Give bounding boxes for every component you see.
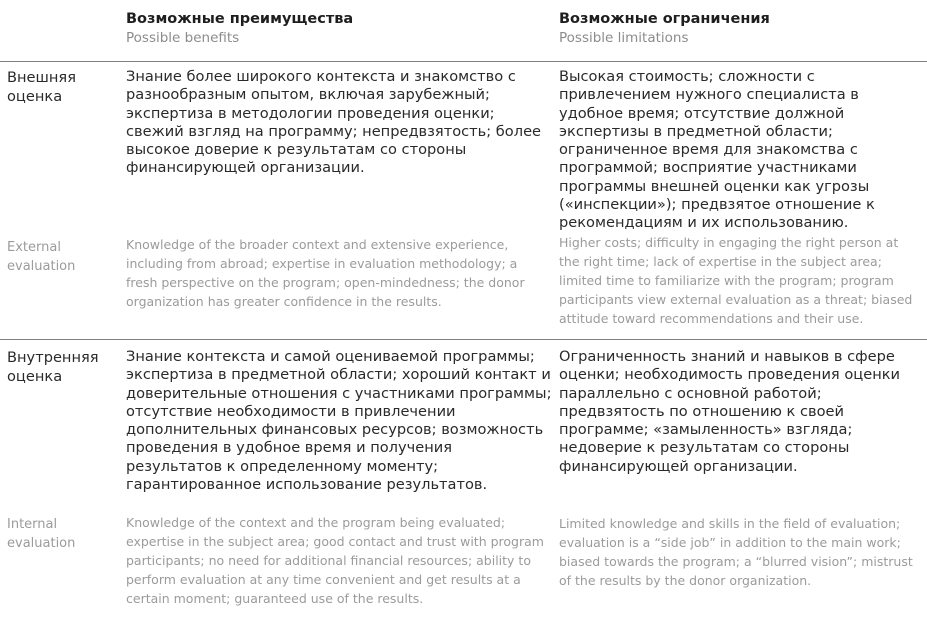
internal-benefits-en: Knowledge of the context and the program being evaluated; expertise in the subject area; good contact and trust with program participants; no need for additional financial resources; ability to perform evaluation at any time convenient and get results at a certain moment; guaranteed use of the results. (126, 515, 544, 606)
header-benefits-en: Possible benefits (126, 30, 240, 46)
header-limitations-ru: Возможные ограничения (559, 11, 770, 27)
external-benefits-en: Knowledge of the broader context and extensive experience, including from abroad; expertise in evaluation methodology; a fresh perspective on the program; open-mindedness; the donor organization has greater confidence in the results. (126, 237, 525, 309)
header-limitations-en: Possible limitations (559, 30, 689, 46)
header-benefits (126, 9, 552, 47)
header-limitations (559, 9, 919, 47)
internal-limitations-en: Limited knowledge and skills in the field of evaluation; evaluation is a “side job” in addition to the main work; biased towards the program; a “blurred vision”; mistrust of the results by the donor organization. (559, 516, 913, 588)
internal-limitations-ru: Ограниченность знаний и навыков в сфере оценки; необходимость проведения оценки параллельно с основной работой; предвзятость по отношению к своей программе; «замыленность» взгляда; недоверие к результатам со стороны финансирующей организации. (559, 348, 901, 475)
header-divider (0, 61, 927, 62)
header-benefits-ru: Возможные преимущества (126, 11, 354, 27)
row-label-internal-en: Internal evaluation (7, 517, 76, 551)
external-benefits-ru: Знание более широкого контекста и знакомство с разнообразным опытом, включая зарубежный; экспертиза в методологии проведения оценки; свежий взгляд на программу; непредвзятость; более высокое доверие к результатам со стороны финансирующей организации. (126, 68, 542, 177)
row-divider (0, 339, 927, 340)
internal-benefits-ru: Знание контекста и самой оцениваемой программы; экспертиза в предметной области; хороший контакт и доверительные отношения с участниками программы; отсутствие необходимости в привлечении дополнительных финансовых ресурсов; возможность проведения в удобное время и получения результатов к определенному моменту; гарантированное использование результатов. (126, 348, 552, 494)
row-label-external-ru: Внешняя оценка (7, 69, 76, 105)
external-limitations-en: Higher costs; difficulty in engaging the right person at the right time; lack of expertise in the subject area; limited time to familiarize with the program; program participants view external evaluation as a threat; biased attitude toward recommendations and their use. (559, 235, 913, 326)
row-label-external-en: External evaluation (7, 240, 76, 274)
external-limitations-ru: Высокая стоимость; сложности с привлечением нужного специалиста в удобное время; отсутствие должной экспертизы в предметной области; ограниченное время для знакомства с программой; восприятие участниками программы внешней оценки как угрозы («инспекции»); предвзятое отношение к рекомендациям и их использованию. (559, 68, 875, 232)
row-label-internal-ru: Внутренняя оценка (7, 349, 99, 385)
